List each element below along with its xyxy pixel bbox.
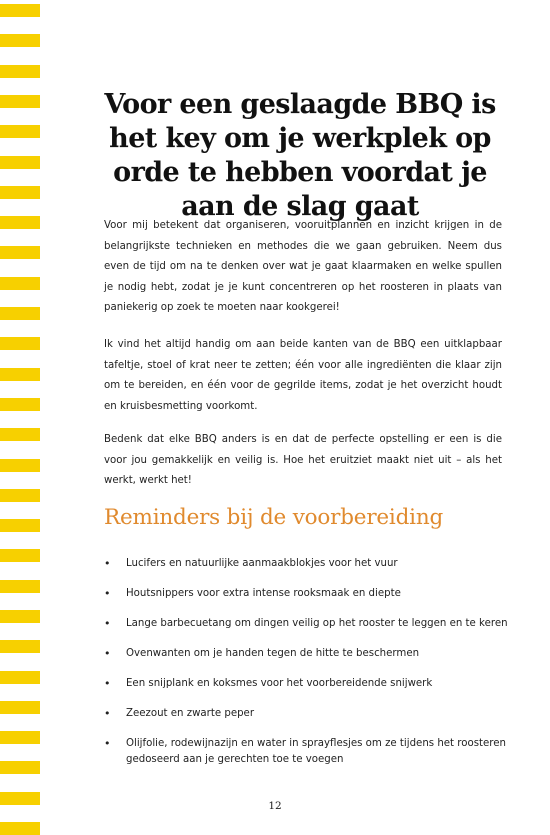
stripe [0, 95, 40, 108]
bullet-icon: • [104, 587, 111, 600]
stripe [0, 610, 40, 623]
stripe [0, 701, 40, 714]
list-item [104, 556, 514, 572]
page-title: Voor een geslaagde BBQ is het key om je werkplek op orde te hebben voordat je aan de slag gaat [104, 89, 496, 222]
list-item-text: Houtsnippers voor extra intense rooksmaak en diepte [126, 588, 401, 599]
reminders-list [104, 556, 514, 782]
stripe [0, 186, 40, 199]
stripe [0, 307, 40, 320]
stripe [0, 580, 40, 593]
bullet-icon: • [104, 737, 111, 750]
stripe [0, 671, 40, 684]
list-item [104, 736, 514, 767]
decorative-stripe-border [0, 0, 40, 825]
section-heading: Reminders bij de voorbereiding [104, 505, 444, 530]
list-item-text: Ovenwanten om je handen tegen de hitte te beschermen [126, 648, 420, 659]
stripe [0, 731, 40, 744]
stripe [0, 822, 40, 835]
stripe [0, 519, 40, 532]
stripe [0, 156, 40, 169]
list-item-text: Een snijplank en koksmes voor het voorbereidende snijwerk [126, 678, 433, 689]
bullet-icon: • [104, 647, 111, 660]
list-item-text: Lange barbecuetang om dingen veilig op het rooster te leggen en te keren [126, 618, 508, 629]
list-item [104, 586, 514, 602]
stripe [0, 428, 40, 441]
stripe [0, 459, 40, 472]
bullet-icon: • [104, 677, 111, 690]
stripe [0, 4, 40, 17]
stripe [0, 761, 40, 774]
stripe [0, 65, 40, 78]
list-item-text: Lucifers en natuurlijke aanmaakblokjes voor het vuur [126, 558, 398, 569]
stripe [0, 216, 40, 229]
stripe [0, 34, 40, 47]
body-paragraph: Ik vind het altijd handig om aan beide kanten van de BBQ een uitklapbaar tafeltje, stoel of krat neer te zetten; één voor alle ingrediënten die klaar zijn om te bereiden, en één voor de gegrilde items, zodat je het overzicht houdt en kruisbesmetting voorkomt. [104, 339, 502, 412]
page-number: 12 [268, 800, 282, 812]
stripe [0, 337, 40, 350]
list-item-text: Olijfolie, rodewijnazijn en water in sprayflesjes om ze tijdens het roosteren gedoseerd aan je gerechten toe te voegen [126, 738, 506, 765]
stripe [0, 368, 40, 381]
bullet-icon: • [104, 707, 111, 720]
stripe [0, 489, 40, 502]
list-item-text: Zeezout en zwarte peper [126, 708, 255, 719]
stripe [0, 640, 40, 653]
body-paragraph: Voor mij betekent dat organiseren, vooruitplannen en inzicht krijgen in de belangrijkste technieken en methodes die we gaan gebruiken. Neem dus even de tijd om na te denken over wat je gaat klaarmaken en welke spullen je nodig hebt, zodat je je kunt concentreren op het roosteren in plaats van paniekerig op zoek te moeten naar kookgerei! [104, 220, 502, 313]
list-item [104, 706, 514, 722]
stripe [0, 277, 40, 290]
bullet-icon: • [104, 617, 111, 630]
stripe [0, 398, 40, 411]
stripe [0, 125, 40, 138]
list-item [104, 646, 514, 662]
stripe [0, 549, 40, 562]
body-paragraph: Bedenk dat elke BBQ anders is en dat de perfecte opstelling er een is die voor jou gemakkelijk en veilig is. Hoe het eruitziet maakt niet uit – als het werkt, werkt het! [104, 434, 502, 486]
stripe [0, 246, 40, 259]
list-item [104, 616, 514, 632]
list-item [104, 676, 514, 692]
bullet-icon: • [104, 557, 111, 570]
